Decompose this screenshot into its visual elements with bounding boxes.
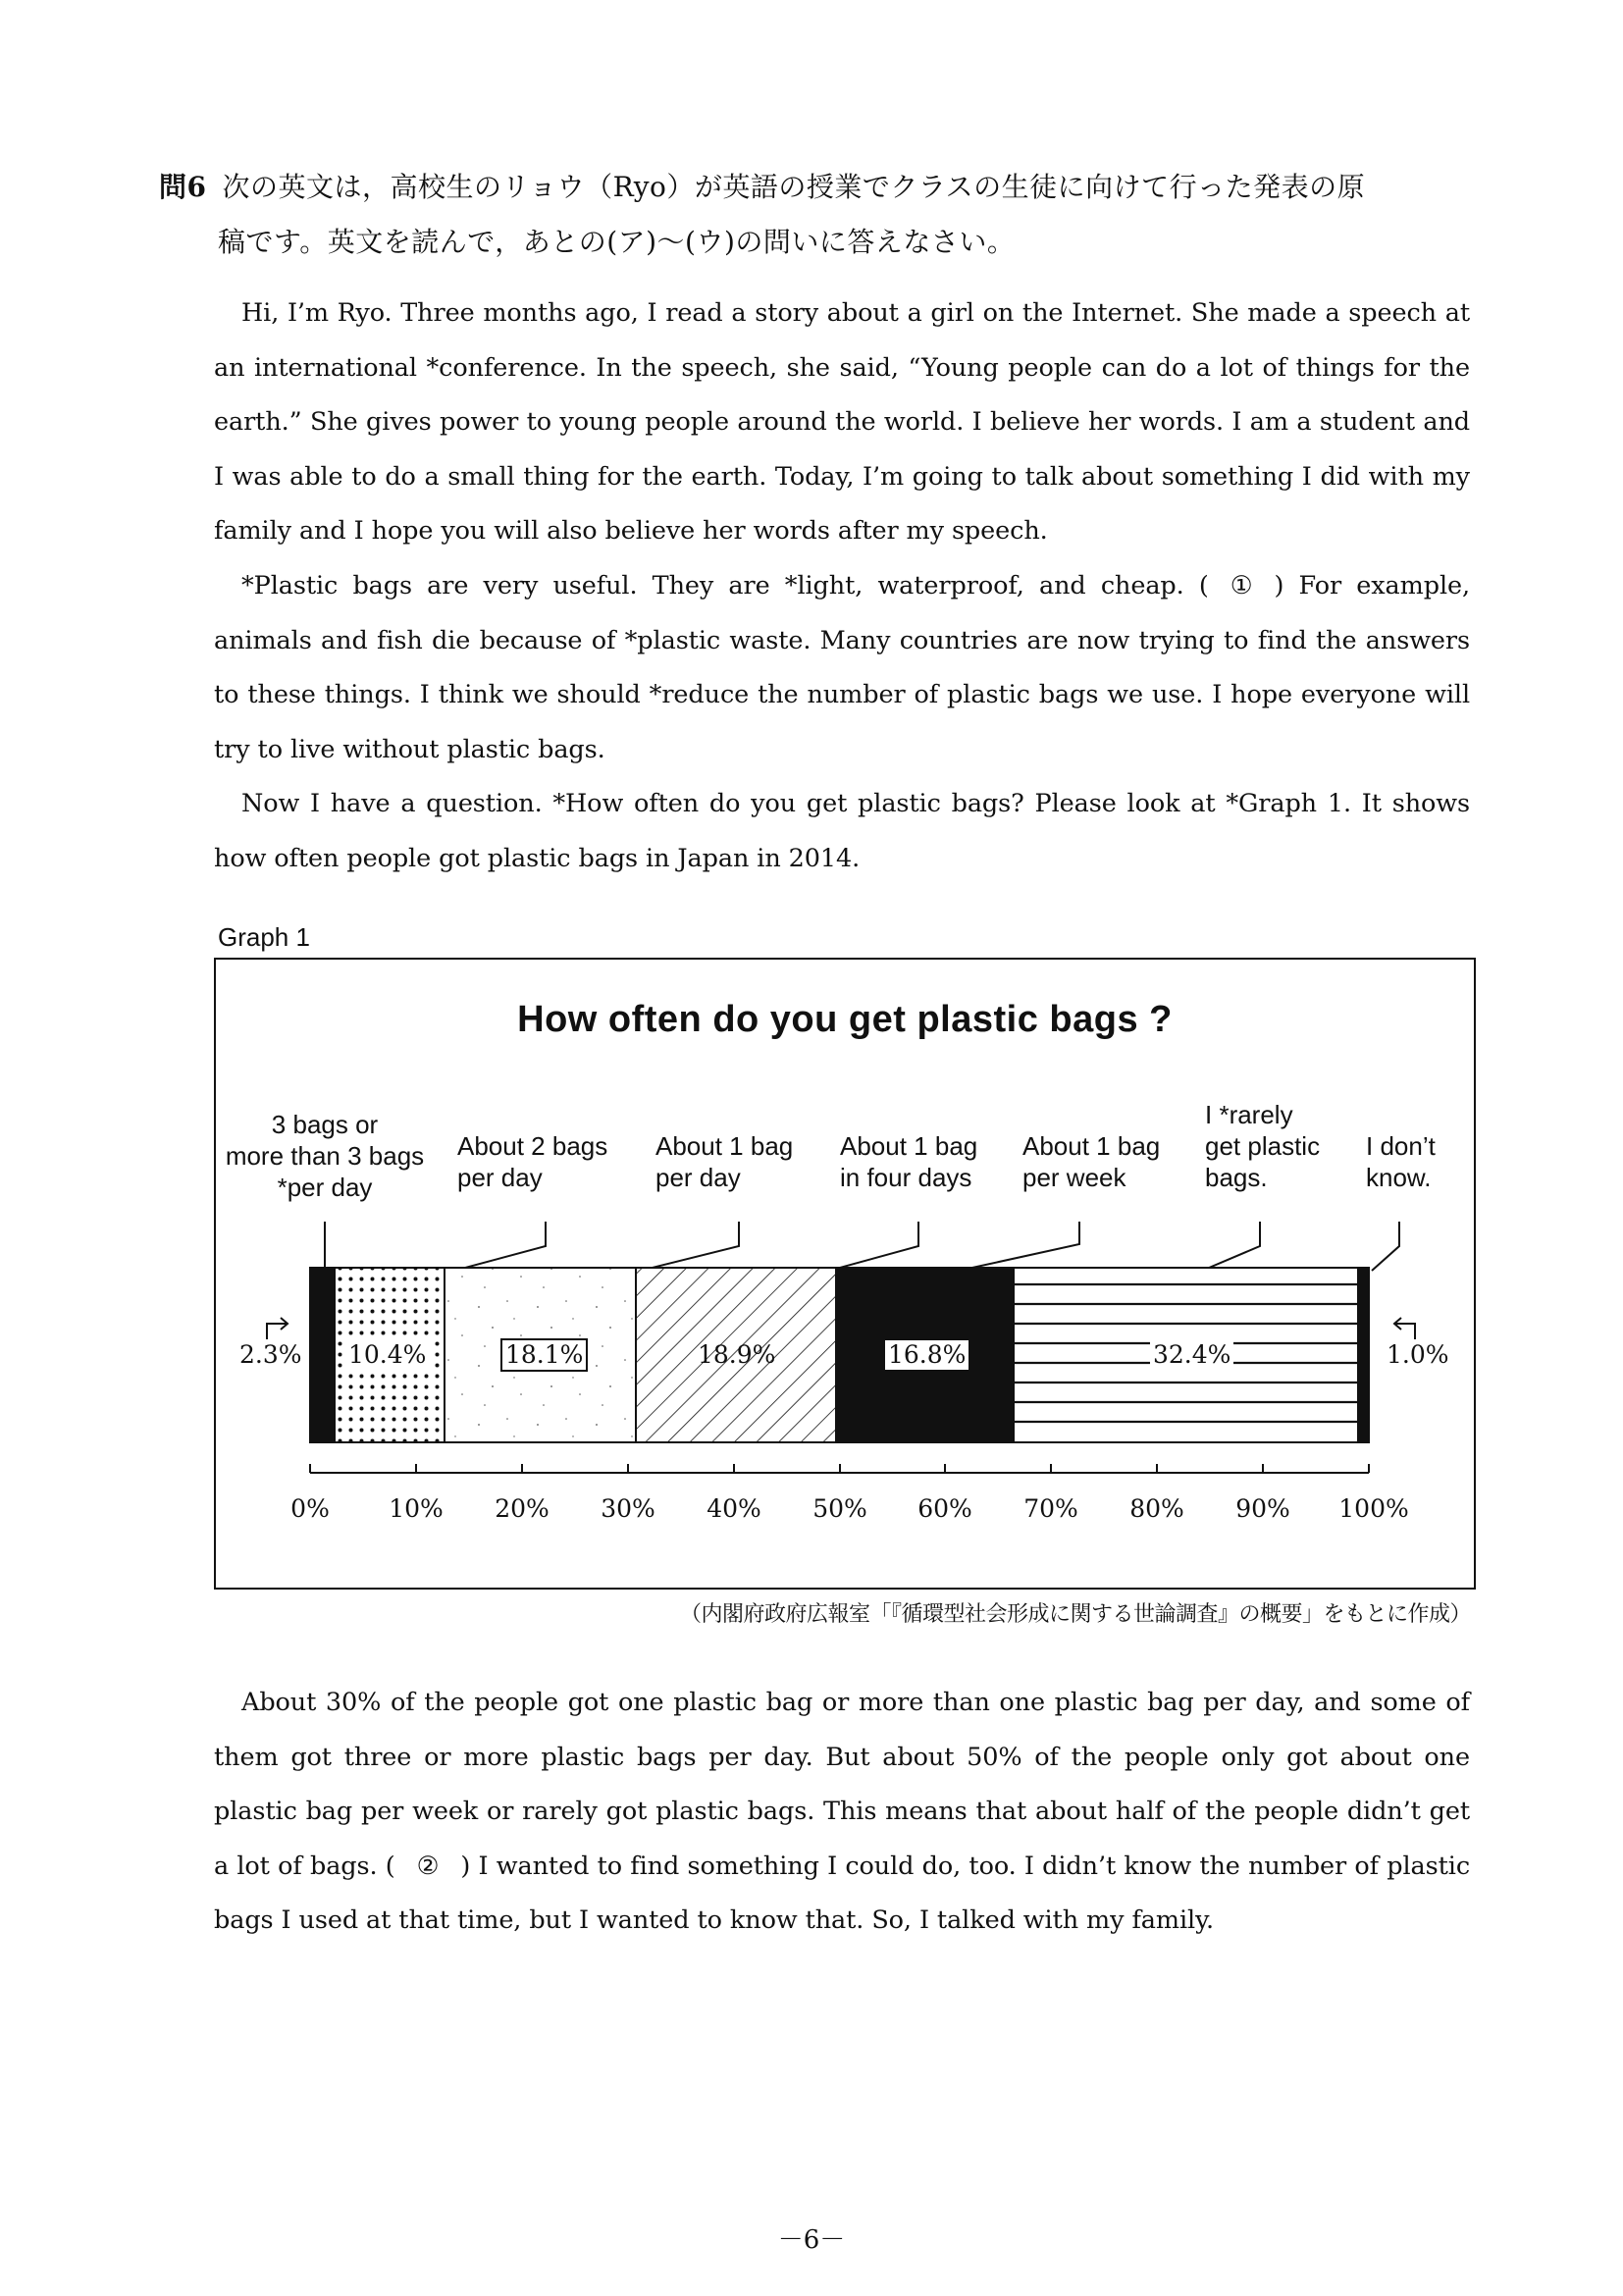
page-number: －6－: [777, 2225, 846, 2255]
category-label-6-line-2: get plastic: [1205, 1131, 1321, 1161]
tick-label: 100%: [1338, 1494, 1409, 1523]
tick-label: 80%: [1129, 1494, 1184, 1523]
instruction-line-2: 稿です。英文を読んで，あとの(ア)～(ウ)の問いに答えなさい。: [218, 226, 1016, 258]
paragraph-4-text-after: ) I wanted to find something I could do, too. I didn’t know the number of plastic bags I used at that time, but I wanted to know that. So, I talked with my family.: [214, 1851, 1470, 1935]
tick-label: 30%: [601, 1494, 655, 1523]
tick-label: 0%: [290, 1494, 330, 1523]
x-axis: [310, 1464, 1369, 1473]
value-label-4: 18.9%: [698, 1340, 776, 1369]
chart-title: How often do you get plastic bags ?: [517, 999, 1173, 1040]
category-label-1-line-1: 3 bags or: [271, 1110, 379, 1139]
category-label-6-line-3: bags.: [1205, 1163, 1268, 1192]
tick-label: 90%: [1235, 1494, 1290, 1523]
category-label-3-line-2: per day: [655, 1163, 741, 1192]
value-label-3: 18.1%: [500, 1338, 588, 1372]
tick-label: 20%: [495, 1494, 550, 1523]
category-label-3-line-1: About 1 bag: [655, 1131, 794, 1161]
category-label-2-line-2: per day: [457, 1163, 543, 1192]
category-label-6-line-1: I *rarely: [1205, 1100, 1293, 1129]
paragraph-1-text: Hi, I’m Ryo. Three months ago, I read a story about a girl on the Internet. She made a speech at an international *conference. In the speech, she said, “Young people can do a lot of things for the earth.” She gives power to young people around the world. I believe her words. I am a student and I was able to do a small thing for the earth. Today, I’m going to talk about something I did with my family and I hope you will also believe her words after my speech.: [214, 298, 1470, 546]
value-label-2: 10.4%: [345, 1340, 429, 1370]
tick-label: 40%: [707, 1494, 761, 1523]
tick-label: 50%: [812, 1494, 867, 1523]
paragraph-4-text-before: About 30% of the people got one plastic bag or more than one plastic bag per day, and some of them got three or more plastic bags per day. But about 50% of the people only got about one plastic bag per week or rarely got plastic bags. This means that about half of the people didn’t get a lot of bags. (: [214, 1688, 1470, 1881]
category-label-4-line-1: About 1 bag: [840, 1131, 978, 1161]
value-label-6: 32.4%: [1150, 1340, 1233, 1370]
value-label-7: 1.0%: [1387, 1340, 1449, 1369]
category-label-5-line-1: About 1 bag: [1022, 1131, 1161, 1161]
question-number: 問6: [159, 171, 207, 203]
category-label-1-line-2: more than 3 bags: [225, 1141, 425, 1171]
category-label-7-line-2: know.: [1366, 1163, 1432, 1192]
blank-1: ①: [1230, 571, 1253, 600]
category-label-7-line-1: I don’t: [1366, 1131, 1436, 1161]
category-label-5-line-2: per week: [1022, 1163, 1126, 1192]
value-label-5: 16.8%: [885, 1340, 969, 1370]
category-label-1-line-3: *per day: [277, 1173, 373, 1202]
graph-source: （内閣府政府広報室「『循環型社会形成に関する世論調査』の概要」をもとに作成）: [679, 1602, 1471, 1627]
category-label-2-line-1: About 2 bags: [457, 1131, 608, 1161]
instruction-line-1: 次の英文は，高校生のリョウ（Ryo）が英語の授業でクラスの生徒に向けて行った発表の原: [222, 171, 1366, 203]
value-label-1: 2.3%: [239, 1340, 302, 1369]
blank-2: ②: [416, 1851, 440, 1881]
paragraph-2-text-after: ) For example, animals and fish die because of *plastic waste. Many countries are now trying to find the answers to these things. I think we should *reduce the number of plastic bags we use. I hope everyone will try to live without plastic bags.: [214, 571, 1470, 764]
category-label-4-line-2: in four days: [840, 1163, 972, 1192]
tick-label: 10%: [389, 1494, 444, 1523]
tick-label: 60%: [917, 1494, 972, 1523]
paragraph-2-text-before: *Plastic bags are very useful. They are *light, waterproof, and cheap. (: [241, 571, 1209, 600]
graph-label: Graph 1: [218, 922, 310, 952]
tick-label: 70%: [1023, 1494, 1078, 1523]
paragraph-4: [214, 1676, 1470, 1949]
paragraph-3-text: Now I have a question. *How often do you get plastic bags? Please look at *Graph 1. It shows how often people got plastic bags in Japan in 2014.: [214, 789, 1470, 873]
